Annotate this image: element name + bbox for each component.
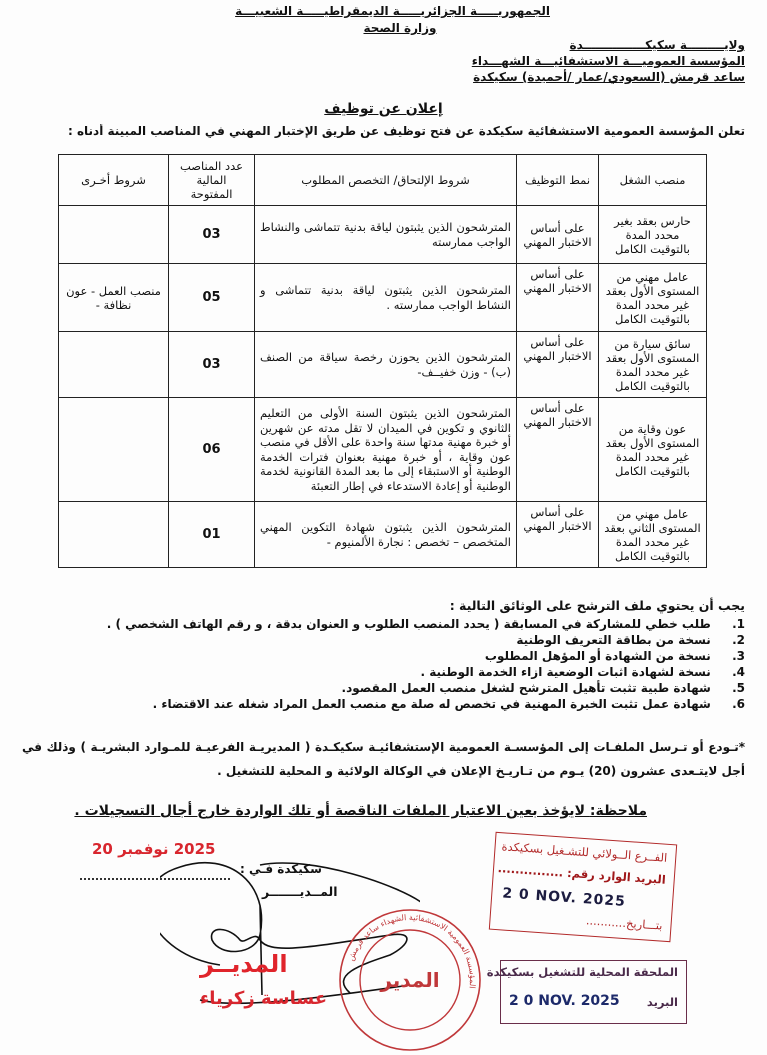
list-item-text: طلب خطي للمشاركة في المسابقة ( يحدد المنصب الطلوب و العنوان بدقة ، و رقم الهاتف الشخصي ) . (106, 617, 711, 631)
cell-count: 01 (169, 502, 255, 568)
cell-position: سائق سيارة من المستوى الأول بعقد غير محدد المدة بالتوقيت الكامل (599, 332, 707, 398)
received-stamp-office: الفــرع الــولائي للتشـغيل بسكيكدة (501, 839, 668, 865)
received-stamp-date: 2 0 NOV. 2025 (501, 885, 627, 910)
cell-other: منصب العمل - عون نظافة - (59, 264, 169, 332)
header-position: منصب الشغل (599, 155, 707, 206)
header-count: عدد المناصب المالية المفتوحة (169, 155, 255, 206)
cell-conditions: المترشحون الذين يثبتون لياقة بدنية تتماشى والنشاط الواجب ممارسته (255, 206, 517, 264)
table-row (59, 264, 707, 332)
header-republic: الجمهوريـــــة الجزائريـــــة الديمقراطيـــــة الشعبيـــة (235, 4, 550, 18)
positions-table (58, 154, 707, 568)
note (74, 803, 647, 819)
cell-position: عامل مهني من المستوى الأول بعقد غير محدد المدة بالتوقيت الكامل (599, 264, 707, 332)
page-title: إعلان عن توظيف (324, 101, 443, 117)
list-item-text: نسخة لشهادة اثبات الوضعية ازاء الخدمة الوطنية . (420, 665, 711, 679)
cell-position: حارس بعقد بغير محدد المدة بالتوقيت الكامل (599, 206, 707, 264)
list-item-text: نسخة من الشهادة أو المؤهل المطلوب (484, 649, 711, 663)
note-text: لايؤخذ بعين الاعتبار الملفات الناقصة أو تلك الواردة خارج أجال التسجيلات . (74, 803, 590, 819)
list-item (45, 648, 745, 664)
seal-ring-text: المؤسسة العمومية الاستشفائية الشهداء ساعد قرمش (346, 912, 478, 990)
seal-center-text: المدير (380, 968, 440, 992)
cell-other (59, 502, 169, 568)
list-item-text: شهادة طبية تثبت تأهيل المترشح لشغل منصب العمل المقصود. (341, 681, 711, 695)
list-item-number: 2. (732, 633, 745, 647)
cell-other (59, 332, 169, 398)
table-row (59, 398, 707, 502)
cell-count: 03 (169, 332, 255, 398)
cell-other (59, 398, 169, 502)
local-agency-stamp-mail-label: البريد (646, 995, 678, 1009)
local-agency-stamp (486, 960, 687, 1024)
header-ministry: وزارة الصحة (363, 21, 437, 35)
red-name-stamp-title: المديــر (200, 950, 288, 978)
list-item-text: شهادة عمل تثبت الخبرة المهنية في تخصص له صلة مع منصب العمل المراد شغله عند الاقتضاء . (152, 697, 711, 711)
documents-heading: يجب أن يحتوي ملف الترشح على الوثائق التالية : (449, 598, 745, 613)
header-address: ساعد قرمش (السعودي/عمار /أحميدة) سكيكدة (473, 70, 745, 84)
header-other: شروط أخـرى (59, 155, 169, 206)
list-item-number: 4. (732, 665, 745, 679)
cell-position: عامل مهني من المستوى الثاني بعقد غير محدد المدة بالتوقيت الكامل (599, 502, 707, 568)
list-item-number: 5. (732, 681, 745, 695)
list-item-number: 1. (732, 617, 745, 631)
cell-conditions: المترشحون الذين يحوزن رخصة سياقة من الصنف (ب) - وزن خفيــف- (255, 332, 517, 398)
header-conditions: شروط الإلتحاق/ التخصص المطلوب (255, 155, 517, 206)
cell-mode: على أساس الاختبار المهني (517, 206, 599, 264)
note-label: ملاحظة: (589, 803, 647, 819)
table-row (59, 206, 707, 264)
list-item-text: نسخة من بطاقة التعريف الوطنية (516, 633, 711, 647)
signature-date-line (80, 878, 230, 880)
cell-mode: على أساس الاختبار المهني (517, 264, 599, 332)
round-seal-stamp (335, 905, 485, 1055)
table-row (59, 332, 707, 398)
cell-conditions: المترشحون الذين يثبتون لياقة بدنية تتماشى و النشاط الواجب ممارسته . (255, 264, 517, 332)
list-item-number: 3. (732, 649, 745, 663)
list-item (45, 616, 745, 632)
list-item-number: 6. (732, 697, 745, 711)
red-date-stamp: 2025 نوفمبر 20 (92, 840, 216, 858)
signature-director-title: المــديـــــــر (262, 884, 338, 899)
cell-mode: على أساس الاختبار المهني (517, 332, 599, 398)
red-name-stamp-name: عساسة زكرياء (200, 988, 328, 1009)
list-item (45, 664, 745, 680)
local-agency-stamp-date: 2 0 NOV. 2025 (509, 993, 620, 1009)
local-agency-stamp-office: الملحقة المحلية للتشغيل بسكيكدة (486, 965, 678, 979)
cell-other (59, 206, 169, 264)
cell-count: 05 (169, 264, 255, 332)
cell-count: 03 (169, 206, 255, 264)
list-item (45, 632, 745, 648)
list-item (45, 680, 745, 696)
documents-list (45, 616, 745, 712)
signature-place: سكيكدة فـي : (240, 862, 322, 876)
cell-count: 06 (169, 398, 255, 502)
cell-conditions: المترشحون الذين يثبتون شهادة التكوين المهني المتخصص – تخصص : نجارة الألمنيوم - (255, 502, 517, 568)
header-mode: نمط التوظيف (517, 155, 599, 206)
table-header-row (59, 155, 707, 206)
header-institution: المؤسسة العموميـــة الاستشفائيـــة الشهـــداء (471, 54, 745, 68)
received-mail-stamp (489, 832, 677, 942)
intro-text: تعلن المؤسسة العمومية الاستشفائية سكيكدة عن فتح توظيف عن طريق الإختبار المهني في المناصب المبينة أدناه : (67, 124, 745, 138)
header-wilaya: ولايـــــــــة سكيكـــــــــــــــدة (569, 38, 745, 52)
cell-conditions: المترشحون الذين يثبتون السنة الأولى من التعليم الثانوي و تكوين في الميدان لا تقل مدته عن شهرين أو خبرة مهنية مدتها سنة واحدة على الأقل في منصب عون وقاية ، أو خبرة مهنية بعنوان فترات الخدمة الوطنية أو الاستبقاء إلى ما بعد المدة القانونية لخدمة الوطنية أو إعادة الاستدعاء في إطار التعبئة (255, 398, 517, 502)
table-row (59, 502, 707, 568)
received-stamp-number-label: البريد الوارد رقم: ............... (497, 861, 667, 887)
list-item (45, 696, 745, 712)
received-stamp-date-label: بتـــاريخ........... (585, 913, 663, 933)
cell-mode: على أساس الاختبار المهني (517, 398, 599, 502)
cell-position: عون وقاية من المستوى الأول بعقد غير محدد المدة بالتوقيت الكامل (599, 398, 707, 502)
cell-mode: على أساس الاختبار المهني (517, 502, 599, 568)
deposit-paragraph: *تـودع أو تـرسل الملفـات إلى المؤسسـة العمومية الإستشفائيـة سكيكـدة ( المديريـة الفرعيـة للمـوارد البشريـة ) وذلك في أجل لايتـعدى عشرون (20) يـوم من تـاريـخ الإعلان في الوكالة الولائية و المحلية للتشغيل . (22, 740, 745, 778)
